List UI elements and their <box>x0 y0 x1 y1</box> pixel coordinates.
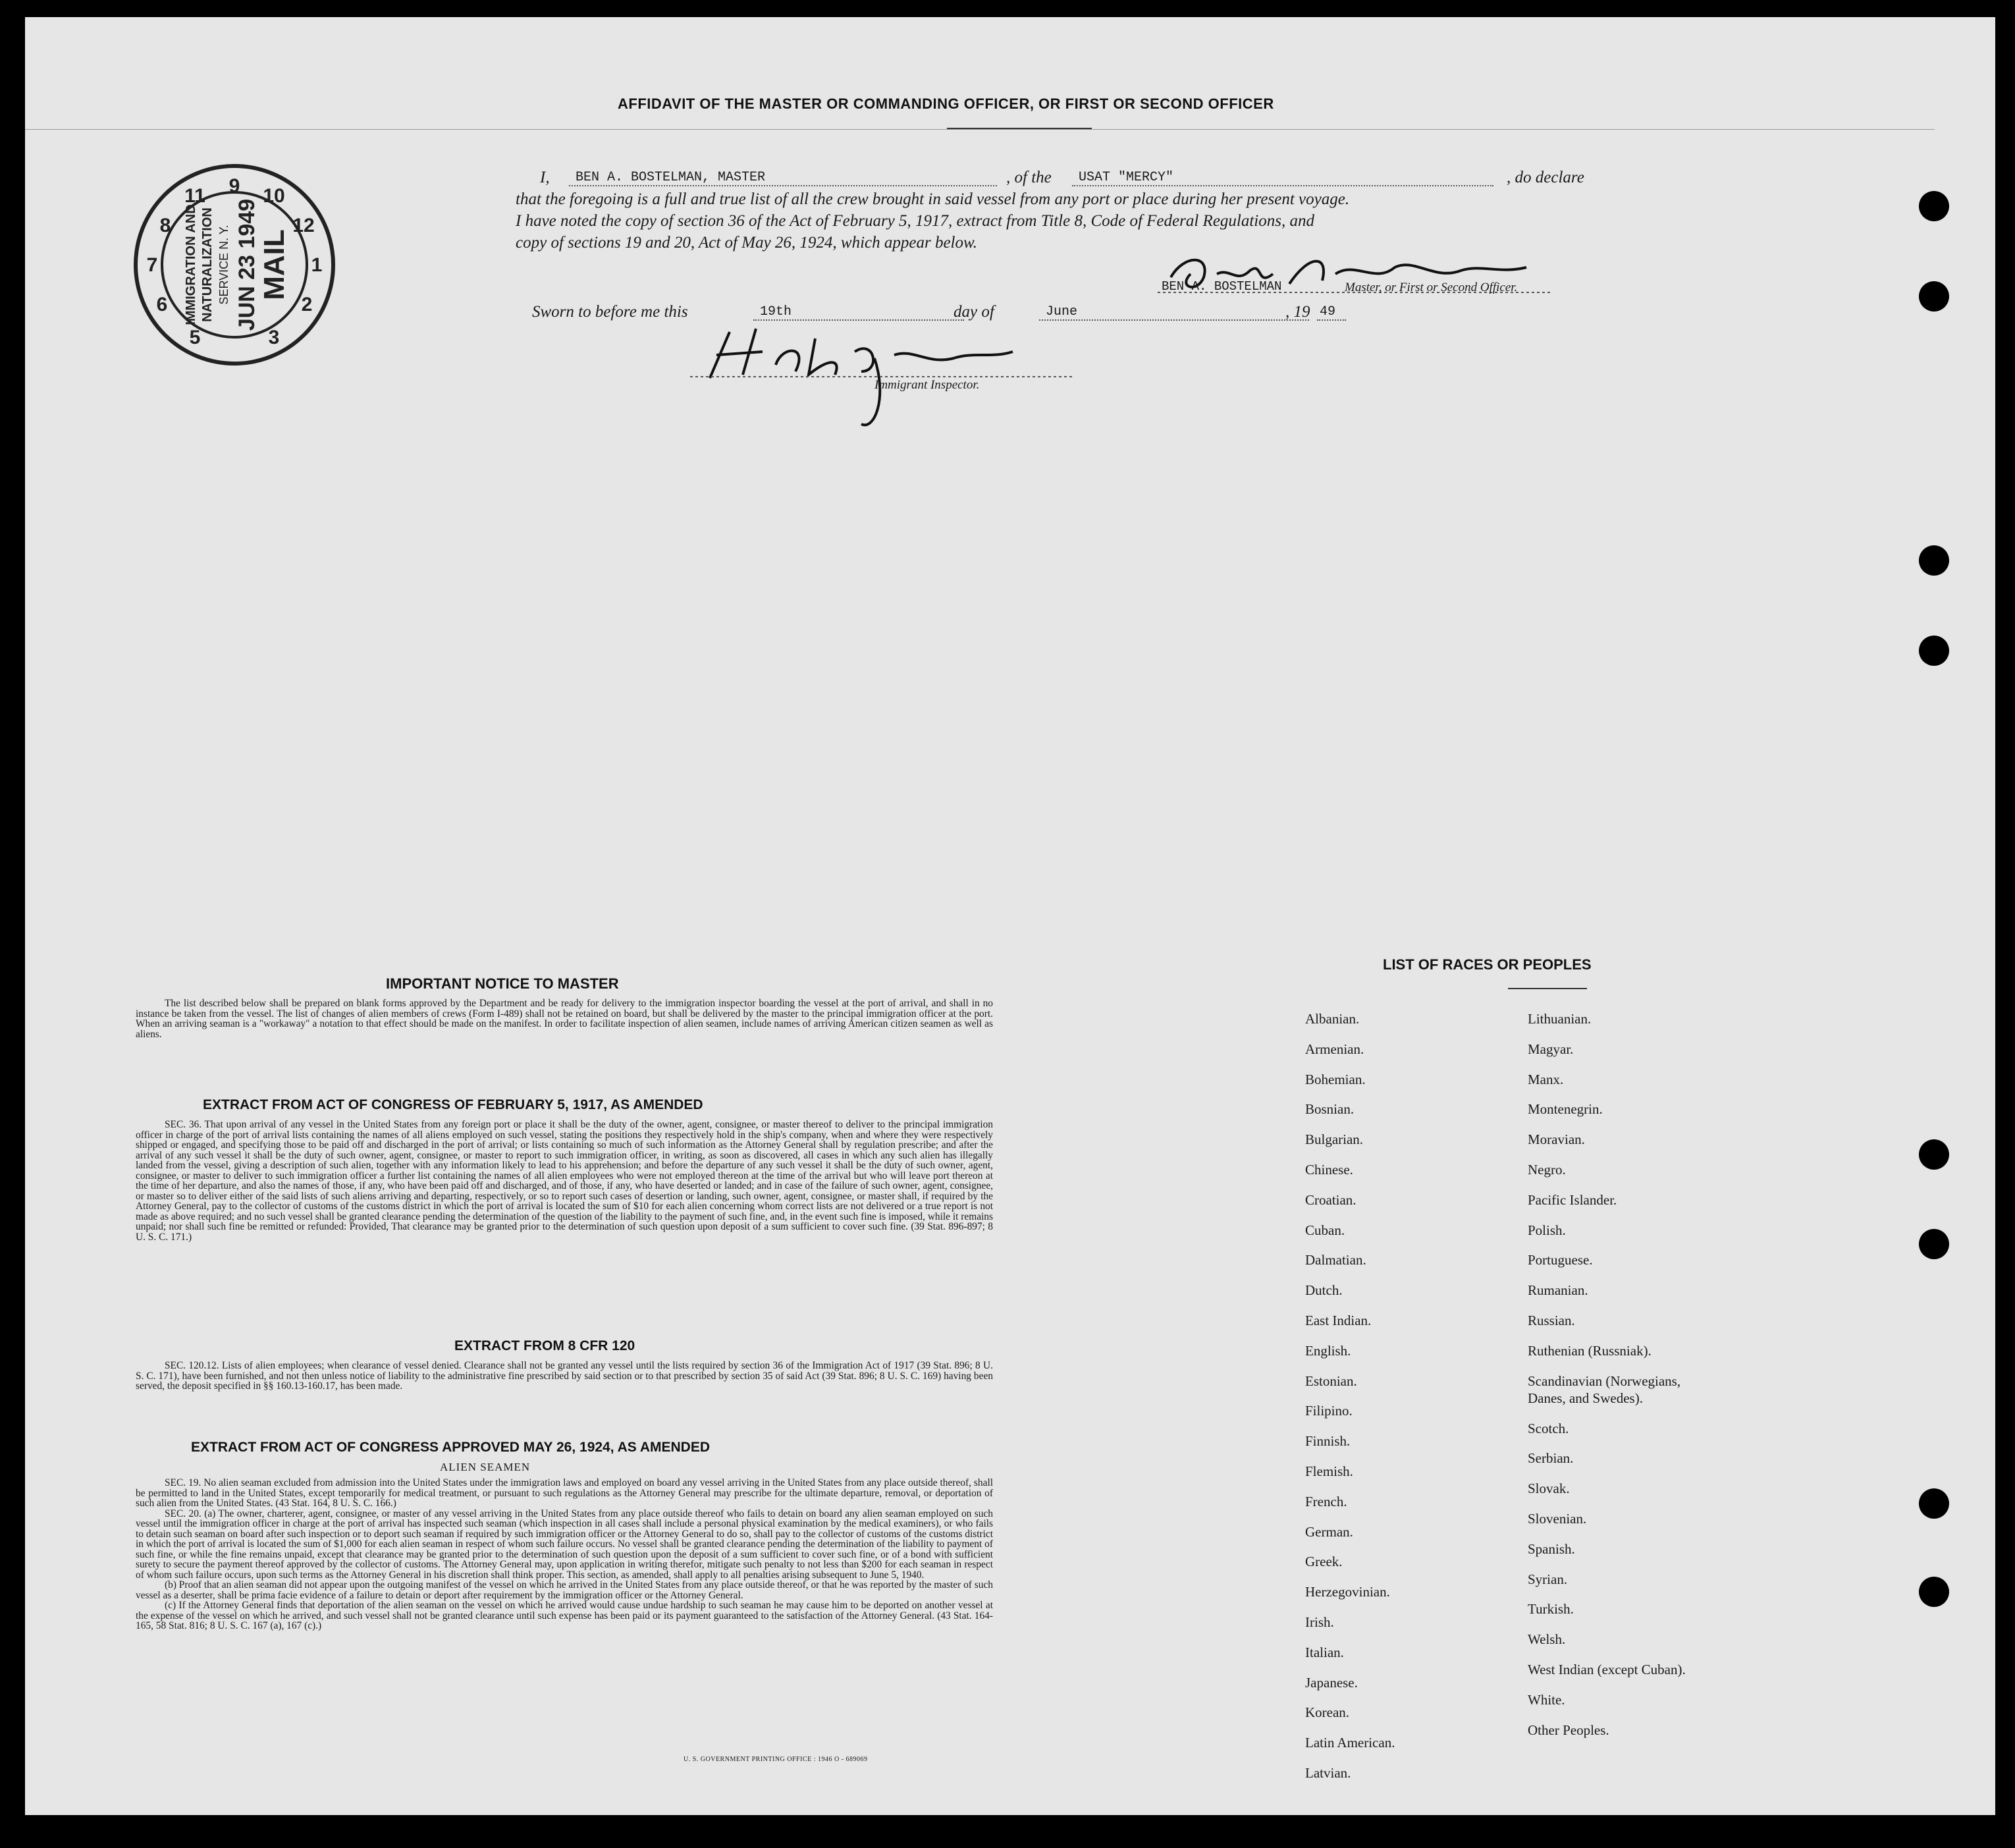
stamp-service-line2: NATURALIZATION <box>200 207 215 322</box>
race-item: Moravian. <box>1528 1131 1585 1148</box>
binder-hole-1 <box>1919 191 1949 221</box>
races-heading: LIST OF RACES OR PEOPLES <box>1383 956 1592 973</box>
stamp-mail: MAIL <box>258 229 290 300</box>
stamp-service-line1: IMMIGRATION AND <box>184 204 198 325</box>
sworn-year-field: 49 <box>1317 304 1346 321</box>
race-item: Greek. <box>1305 1554 1343 1570</box>
race-item: Armenian. <box>1305 1041 1364 1057</box>
race-item: Slovenian. <box>1528 1511 1587 1527</box>
extract-1917-heading: EXTRACT FROM ACT OF CONGRESS OF FEBRUARY 5, 1917, AS AMENDED <box>203 1097 703 1112</box>
race-item: Portuguese. <box>1528 1252 1593 1268</box>
race-item: Pacific Islander. <box>1528 1191 1617 1208</box>
race-item: Finnish. <box>1305 1433 1351 1450</box>
race-item: Other Peoples. <box>1528 1722 1609 1738</box>
printing-office-imprint: U. S. GOVERNMENT PRINTING OFFICE : 1946 O - 689069 <box>684 1756 868 1763</box>
extract-1924-body: SEC. 19. No alien seaman excluded from admission into the United States under the immigration laws and employed on board any vessel arriving in the United States from any place outside thereof, shall be permitted to land in the United States, except temporarily for medical treatment, or pursuant to such regulations as the Attorney General may prescribe for the ultimate departure, removal, or deportation of such alien from the United States. (43 Stat. 164, 8 U. S. C. 166.) SEC. 20. (a) The owner, charterer, agent, consignee, or master of any vessel arriving in the United States from any place outside thereof who fails to detain on board any alien seaman employed on such vessel until the immigration officer in charge at the port of arrival has inspected such seaman (which inspection in all cases shall include a personal physical examination by the medical examiners), or who fails to detain such seaman on board after such inspection or to deport such seaman if required by such immigration officer or the Attorney General to do so, shall pay to the collector of customs of the customs district in which the port of arrival is located the sum of $1,000 for each alien seaman in respect of whom such failure occurs. No vessel shall be granted clearance pending the determination of the liability to payment of such fine, or while the fine remains unpaid, except that clearance may be granted prior to the determination of such question upon the deposit of a sum sufficient to cover such fine, or of a bond with sufficient surety to secure the payment thereof approved by the collector of customs. The Attorney General may, upon application in writing therefor, mitigate such penalty to not less than $200 for each seaman in respect of whom such failure occurs, upon such terms as the Attorney General in his discretion shall think proper. This section, as amended, shall apply to all penalties arising subsequent to June 5, 1940. (b) Proof that an alien seaman did not appear upon the outgoing manifest of the vessel on which he arrived in the United States from any place outside thereof, or that he was reported by the master of such vessel as a deserter, shall be prima facie evidence of a failure to detain or deport after requirement by the immigration officer or the Attorney General. (c) If the Attorney General finds that deportation of the alien seaman on the vessel on which he arrived would cause undue hardship to such seaman he may cause him to be deported on another vessel at the expense of the vessel on which he arrived, and such vessel shall not be granted clearance until such expense has been paid or its payment guaranteed to the satisfaction of the Attorney General. (43 Stat. 164-165, 58 Stat. 816; 8 U. S. C. 167 (a), 167 (c).) <box>136 1477 993 1631</box>
race-item: German. <box>1305 1523 1353 1540</box>
affidavit-heading: AFFIDAVIT OF THE MASTER OR COMMANDING OFFICER, OR FIRST OR SECOND OFFICER <box>618 95 1274 112</box>
stamp-digit-8: 2 <box>301 294 313 315</box>
race-item: Negro. <box>1528 1162 1566 1178</box>
master-typed-name: BEN A. BOSTELMAN <box>1162 279 1282 294</box>
binder-hole-6 <box>1919 1229 1949 1259</box>
stamp-digit-7: 7 <box>146 254 158 276</box>
race-item: Lithuanian. <box>1528 1011 1592 1027</box>
stamp-digit-11: 5 <box>189 327 201 348</box>
day-of-label: day of <box>954 303 994 321</box>
race-item: Latin American. <box>1305 1735 1395 1751</box>
binder-hole-3 <box>1919 545 1949 576</box>
stamp-digit-9: 6 <box>156 294 168 315</box>
race-item: English. <box>1305 1342 1351 1359</box>
race-item: Russian. <box>1528 1313 1575 1328</box>
race-item: Serbian. <box>1528 1450 1574 1467</box>
extract-cfr-heading: EXTRACT FROM 8 CFR 120 <box>454 1338 635 1353</box>
declaration-line-2: that the foregoing is a full and true list of all the crew brought in said vessel from any port or place during her present voyage. <box>516 190 1350 208</box>
race-item: Flemish. <box>1305 1463 1353 1479</box>
race-item: Korean. <box>1305 1704 1350 1721</box>
race-item: Estonian. <box>1305 1372 1357 1389</box>
stamp-digit-6: 1 <box>311 254 323 276</box>
extract-1924-heading: EXTRACT FROM ACT OF CONGRESS APPROVED MAY 26, 1924, AS AMENDED <box>191 1440 711 1455</box>
master-title-label: Master, or First or Second Officer. <box>1345 281 1518 294</box>
sworn-century-label: , 19 <box>1285 303 1310 321</box>
sworn-label: Sworn to before me this <box>532 303 688 321</box>
race-item: Scandinavian (Norwegians, Danes, and Swedes). <box>1528 1372 1681 1406</box>
binder-hole-2 <box>1919 281 1949 312</box>
race-item: Albanian. <box>1305 1011 1360 1027</box>
races-heading-underline <box>1508 988 1587 989</box>
race-item: Japanese. <box>1305 1674 1358 1691</box>
race-item: Bohemian. <box>1305 1071 1366 1087</box>
of-the-label: , of the <box>1006 169 1052 186</box>
race-item: Cuban. <box>1305 1222 1345 1238</box>
race-item: White. <box>1528 1691 1565 1708</box>
inspector-title-label: Immigrant Inspector. <box>874 378 980 392</box>
stamp-digit-5: 8 <box>159 215 171 236</box>
race-item: Welsh. <box>1528 1631 1566 1648</box>
vessel-name-field: USAT "MERCY" <box>1072 170 1493 186</box>
race-item: Manx. <box>1528 1071 1564 1087</box>
binder-hole-5 <box>1919 1139 1949 1170</box>
alien-seamen-subheading: ALIEN SEAMEN <box>440 1461 531 1473</box>
race-item: Spanish. <box>1528 1540 1575 1557</box>
race-item: Irish. <box>1305 1614 1334 1630</box>
sworn-day-field: 19th <box>753 304 964 321</box>
race-item: Croatian. <box>1305 1191 1357 1208</box>
race-item: Filipino. <box>1305 1403 1353 1419</box>
stamp-date: JUN 23 1949 <box>234 198 259 331</box>
document-sheet <box>25 17 1995 1815</box>
mail-date-stamp <box>122 153 346 377</box>
race-item: Dutch. <box>1305 1282 1343 1299</box>
race-item: Bosnian. <box>1305 1101 1355 1118</box>
binder-hole-7 <box>1919 1488 1949 1519</box>
race-item: Turkish. <box>1528 1601 1574 1617</box>
binder-hole-4 <box>1919 636 1949 666</box>
race-item: Latvian. <box>1305 1765 1351 1781</box>
declaration-line-1: I, <box>540 169 550 186</box>
stamp-digit-4: 12 <box>292 215 315 236</box>
notice-body: The list described below shall be prepared on blank forms approved by the Department and be ready for delivery to the immigration inspector boarding the vessel at the port of arrival, and shall in no instance be taken from the vessel. The list of changes of alien members of crews (Form I-489) shall not be retained on board, but shall be delivered by the master to the principal immigration officer at the port. When an arriving seaman is a "workaway" a notation to that effect should be made on the manifest. In order to facilitate inspection of alien seamen, include names of arriving American citizen seamen as well as aliens. <box>136 998 993 1040</box>
top-border-line <box>25 129 1935 130</box>
race-item: Polish. <box>1528 1222 1566 1238</box>
race-item: Montenegrin. <box>1528 1101 1603 1118</box>
race-item: Magyar. <box>1528 1041 1574 1057</box>
race-item: Chinese. <box>1305 1162 1353 1178</box>
stamp-digit-1: 9 <box>228 175 240 197</box>
race-item: French. <box>1305 1493 1347 1509</box>
master-name-field: BEN A. BOSTELMAN, MASTER <box>569 170 997 186</box>
stamp-digit-2: 10 <box>263 185 285 207</box>
stamp-city: SERVICE N. Y. <box>217 225 230 305</box>
race-item: Bulgarian. <box>1305 1131 1364 1148</box>
stamp-digit-3: 11 <box>184 185 205 207</box>
binder-hole-8 <box>1919 1577 1949 1607</box>
declaration-line-4: copy of sections 19 and 20, Act of May 26, 1924, which appear below. <box>516 234 978 252</box>
race-item: Syrian. <box>1528 1571 1568 1587</box>
race-item: Dalmatian. <box>1305 1252 1366 1268</box>
race-item: West Indian (except Cuban). <box>1528 1662 1686 1677</box>
stamp-digit-10: 3 <box>268 327 280 348</box>
do-declare-label: , do declare <box>1507 169 1584 186</box>
notice-heading: IMPORTANT NOTICE TO MASTER <box>386 975 619 992</box>
race-item: East Indian. <box>1305 1313 1372 1328</box>
race-item: Herzegovinian. <box>1305 1584 1390 1600</box>
inspector-signature <box>677 319 1072 431</box>
sworn-month-field: June <box>1039 304 1309 321</box>
extract-cfr-body: SEC. 120.12. Lists of alien employees; when clearance of vessel denied. Clearance shall not be granted any vessel until the lists required by section 36 of the Immigration Act of 1917 (39 Stat. 896; 8 U. S. C. 171), have been furnished, and not then unless notice of liability to the administrative fine prescribed by said section or to that prescribed by section 35 of said Act (39 Stat. 896; 8 U. S. C. 169) having been served, the deposit specified in §§ 160.13-160.17, has been made. <box>136 1360 993 1392</box>
race-item: Italian. <box>1305 1644 1344 1660</box>
race-item: Slovak. <box>1528 1481 1570 1497</box>
extract-1917-body: SEC. 36. That upon arrival of any vessel in the United States from any foreign port or place it shall be the duty of the owner, agent, consignee, or master thereof to deliver to the principal immigration officer in charge of the port of arrival lists containing the names of all aliens employed on such vessel, stating the positions they respectively hold in the ship's company, when and where they were respectively shipped or engaged, and specifying those to be paid off and discharged in the port of arrival; or lists containing so much of such information as the Attorney General shall by regulation prescribe; and after the arrival of any such vessel it shall be the duty of such owner, agent, consignee, or master to report to such immigration officer, in writing, as soon as discovered, all cases in which any such alien has illegally landed from the vessel, giving a description of such alien, together with any information likely to lead to his apprehension; and before the departure of any such vessel it shall be the duty of such owner, agent, consignee, or master to deliver to such immigration officer a further list containing the names of all alien employees who were not employed thereon at the time of the arrival but who will leave port thereon at the time of her departure, and also the names of those, if any, who have been paid off and discharged, and of those, if any, who have deserted or landed; and in case of the failure of such owner, agent, consignee, or master so to deliver either of the said lists of such aliens arriving and departing, respectively, or so to report such cases of desertion or landing, such owner, agent, consignee, or master shall, if required by the Attorney General, pay to the collector of customs of the customs district in which the port of arrival is located the sum of $10 for each alien concerning whom correct lists are not delivered or a true report is not made as above required; and no such vessel shall be granted clearance pending the determination of the question of the liability to the payment of such fine, and, in the event such fine is imposed, while it remains unpaid; nor shall such fine be remitted or refunded: Provided, That clearance may be granted prior to the determination of such question upon deposit of a sum sufficient to cover such fine. (39 Stat. 896-897; 8 U. S. C. 171.) <box>136 1119 993 1243</box>
race-item: Ruthenian (Russniak). <box>1528 1342 1652 1359</box>
race-item: Rumanian. <box>1528 1282 1588 1299</box>
race-item: Scotch. <box>1528 1420 1569 1436</box>
declaration-line-3: I have noted the copy of section 36 of the Act of February 5, 1917, extract from Title 8, Code of Federal Regulations, and <box>516 212 1314 230</box>
